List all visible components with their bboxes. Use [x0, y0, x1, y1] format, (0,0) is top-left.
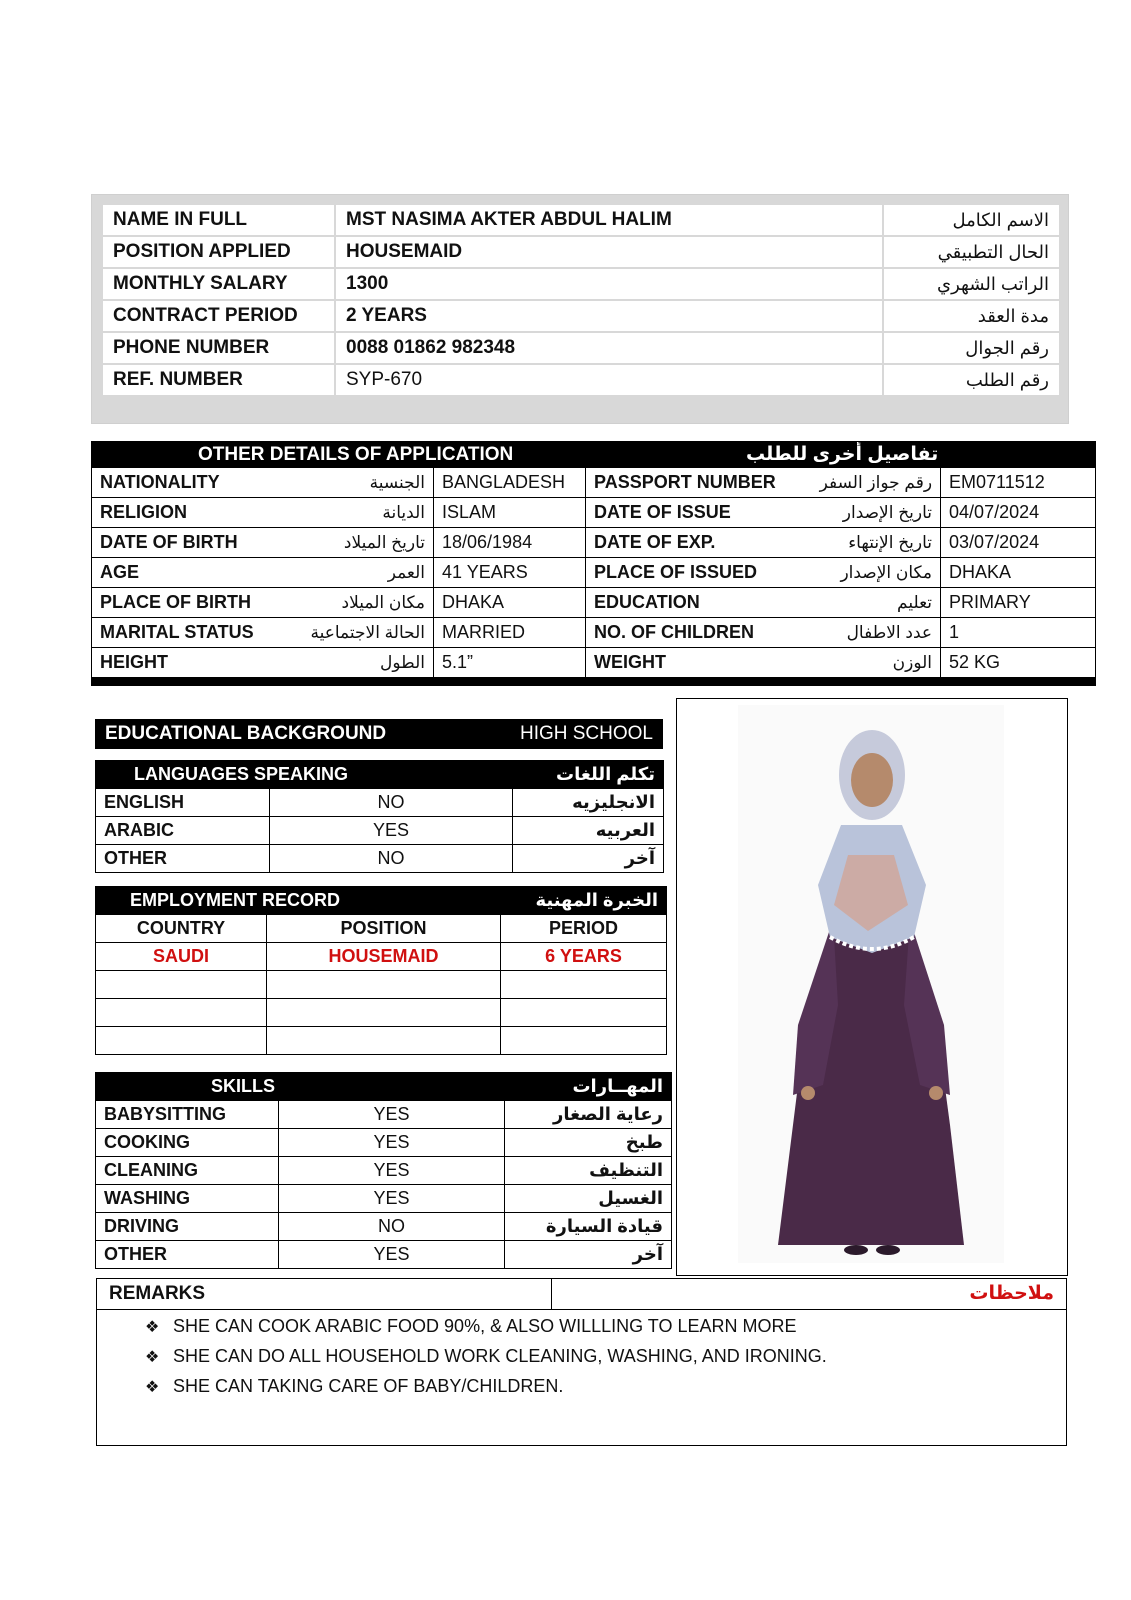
employment-period: [501, 999, 667, 1027]
detail-label-ar: مكان الميلاد: [277, 588, 434, 618]
detail-label: WEIGHT: [586, 648, 791, 678]
employment-row: [96, 1027, 667, 1055]
detail-value: DHAKA: [941, 558, 1096, 588]
language-value: YES: [270, 817, 513, 845]
language-name-ar: آخر: [513, 845, 664, 873]
summary-row-name: [102, 204, 1060, 236]
other-details-header: [92, 442, 1096, 468]
summary-label: POSITION APPLIED: [102, 236, 335, 268]
detail-label-ar: الجنسية: [277, 468, 434, 498]
skill-name: DRIVING: [96, 1213, 279, 1241]
employment-period: 6 YEARS: [501, 943, 667, 971]
language-value: NO: [270, 845, 513, 873]
skill-row: [96, 1185, 672, 1213]
bullet-icon: ❖: [145, 1319, 160, 1336]
employment-row: [96, 943, 667, 971]
detail-row: [92, 588, 1096, 618]
skill-name-ar: طبخ: [505, 1129, 672, 1157]
detail-label-ar: عدد الاطفال: [791, 618, 941, 648]
language-name-ar: الانجليزيه: [513, 789, 664, 817]
employment-country: SAUDI: [96, 943, 267, 971]
skill-name: CLEANING: [96, 1157, 279, 1185]
detail-label: HEIGHT: [92, 648, 277, 678]
skills-header: [96, 1073, 672, 1101]
other-details-table: [91, 441, 1096, 686]
summary-value: MST NASIMA AKTER ABDUL HALIM: [335, 204, 883, 236]
detail-value: 52 KG: [941, 648, 1096, 678]
summary-label: CONTRACT PERIOD: [102, 300, 335, 332]
applicant-summary-box: [91, 194, 1069, 424]
employment-row: [96, 999, 667, 1027]
detail-label-ar: الطول: [277, 648, 434, 678]
employment-column-headers: [96, 915, 667, 943]
summary-label-ar: رقم الطلب: [883, 364, 1060, 396]
detail-value: 18/06/1984: [434, 528, 586, 558]
detail-label-ar: تاريخ الميلاد: [277, 528, 434, 558]
employment-row: [96, 971, 667, 999]
detail-value: 5.1”: [434, 648, 586, 678]
column-header-period: PERIOD: [501, 915, 667, 943]
employment-position: [267, 971, 501, 999]
skill-name-ar: رعاية الصغار: [505, 1101, 672, 1129]
employment-header: [96, 887, 667, 915]
detail-label: PASSPORT NUMBER: [586, 468, 791, 498]
summary-value: 1300: [335, 268, 883, 300]
skill-value: YES: [279, 1241, 505, 1269]
skill-value: YES: [279, 1157, 505, 1185]
detail-value: BANGLADESH: [434, 468, 586, 498]
employment-title-ar: الخبرة المهنية: [501, 887, 667, 915]
employment-position: HOUSEMAID: [267, 943, 501, 971]
bullet-icon: ❖: [145, 1379, 160, 1396]
skill-value: NO: [279, 1213, 505, 1241]
detail-row: [92, 558, 1096, 588]
skills-title: SKILLS: [96, 1073, 505, 1101]
other-details-footer-bar: [92, 678, 1096, 686]
detail-label: PLACE OF ISSUED: [586, 558, 791, 588]
summary-label: PHONE NUMBER: [102, 332, 335, 364]
summary-value: HOUSEMAID: [335, 236, 883, 268]
language-row: [96, 817, 664, 845]
detail-label-ar: العمر: [277, 558, 434, 588]
summary-value: 2 YEARS: [335, 300, 883, 332]
summary-label: MONTHLY SALARY: [102, 268, 335, 300]
other-details-title: OTHER DETAILS OF APPLICATION: [92, 442, 586, 468]
employment-position: [267, 999, 501, 1027]
educational-background-bar: [95, 719, 663, 749]
languages-title: LANGUAGES SPEAKING: [96, 761, 513, 789]
employment-country: [96, 999, 267, 1027]
detail-label-ar: مكان الإصدار: [791, 558, 941, 588]
summary-label: REF. NUMBER: [102, 364, 335, 396]
language-value: NO: [270, 789, 513, 817]
detail-label-ar: الديانة: [277, 498, 434, 528]
language-name-ar: العربيه: [513, 817, 664, 845]
remarks-box: [96, 1278, 1067, 1446]
languages-table: [95, 760, 664, 873]
summary-label-ar: الاسم الكامل: [883, 204, 1060, 236]
languages-header: [96, 761, 664, 789]
language-name: ARABIC: [96, 817, 270, 845]
column-header-position: POSITION: [267, 915, 501, 943]
skill-row: [96, 1213, 672, 1241]
education-value: HIGH SCHOOL: [519, 723, 653, 744]
detail-label: PLACE OF BIRTH: [92, 588, 277, 618]
skill-name: OTHER: [96, 1241, 279, 1269]
skill-name: WASHING: [96, 1185, 279, 1213]
employment-period: [501, 971, 667, 999]
detail-value: 03/07/2024: [941, 528, 1096, 558]
remark-text: SHE CAN COOK ARABIC FOOD 90%, & ALSO WILLLING TO LEARN MORE: [173, 1316, 797, 1336]
skills-title-ar: المهــارات: [505, 1073, 672, 1101]
employment-country: [96, 971, 267, 999]
summary-row-salary: [102, 268, 1060, 300]
detail-label: NATIONALITY: [92, 468, 277, 498]
employment-title: EMPLOYMENT RECORD: [96, 887, 501, 915]
language-row: [96, 845, 664, 873]
detail-label: MARITAL STATUS: [92, 618, 277, 648]
remarks-list: [97, 1312, 1066, 1402]
applicant-photo: [738, 705, 1004, 1263]
detail-label-ar: رقم جواز السفر: [791, 468, 941, 498]
skills-table: [95, 1072, 672, 1269]
skill-row: [96, 1129, 672, 1157]
summary-row-position: [102, 236, 1060, 268]
detail-label-ar: تاريخ الإصدار: [791, 498, 941, 528]
detail-label: RELIGION: [92, 498, 277, 528]
languages-title-ar: تكلم اللغات: [513, 761, 664, 789]
skill-name-ar: آخر: [505, 1241, 672, 1269]
skill-value: YES: [279, 1101, 505, 1129]
summary-row-ref: [102, 364, 1060, 396]
remark-item: [145, 1372, 1066, 1402]
detail-row: [92, 498, 1096, 528]
skill-name: COOKING: [96, 1129, 279, 1157]
employment-country: [96, 1027, 267, 1055]
summary-label-ar: الحال التطبيقي: [883, 236, 1060, 268]
detail-value: 41 YEARS: [434, 558, 586, 588]
summary-label-ar: رقم الجوال: [883, 332, 1060, 364]
summary-label-ar: مدة العقد: [883, 300, 1060, 332]
detail-row: [92, 468, 1096, 498]
detail-label: DATE OF EXP.: [586, 528, 791, 558]
skill-name: BABYSITTING: [96, 1101, 279, 1129]
summary-label: NAME IN FULL: [102, 204, 335, 236]
detail-value: PRIMARY: [941, 588, 1096, 618]
skill-row: [96, 1241, 672, 1269]
remark-text: SHE CAN DO ALL HOUSEHOLD WORK CLEANING, WASHING, AND IRONING.: [173, 1346, 827, 1366]
remarks-title: REMARKS: [97, 1279, 552, 1309]
summary-row-phone: [102, 332, 1060, 364]
detail-label: EDUCATION: [586, 588, 791, 618]
language-row: [96, 789, 664, 817]
detail-label: AGE: [92, 558, 277, 588]
skill-row: [96, 1157, 672, 1185]
skill-value: YES: [279, 1129, 505, 1157]
other-details-title-ar: تفاصيل أخرى للطلب: [586, 442, 1096, 468]
detail-label-ar: الوزن: [791, 648, 941, 678]
summary-value: 0088 01862 982348: [335, 332, 883, 364]
remarks-header: [97, 1279, 1066, 1310]
skill-name-ar: التنظيف: [505, 1157, 672, 1185]
applicant-photo-frame: [676, 698, 1068, 1276]
detail-label-ar: تاريخ الإنتهاء: [791, 528, 941, 558]
detail-value: 1: [941, 618, 1096, 648]
detail-row: [92, 618, 1096, 648]
detail-value: ISLAM: [434, 498, 586, 528]
applicant-summary-table: [101, 203, 1061, 397]
summary-value: SYP-670: [335, 364, 883, 396]
column-header-country: COUNTRY: [96, 915, 267, 943]
summary-row-contract: [102, 300, 1060, 332]
language-name: ENGLISH: [96, 789, 270, 817]
detail-value: MARRIED: [434, 618, 586, 648]
detail-row: [92, 648, 1096, 678]
employment-period: [501, 1027, 667, 1055]
language-name: OTHER: [96, 845, 270, 873]
skill-name-ar: قيادة السيارة: [505, 1213, 672, 1241]
detail-value: 04/07/2024: [941, 498, 1096, 528]
detail-label-ar: تعليم: [791, 588, 941, 618]
skill-value: YES: [279, 1185, 505, 1213]
detail-label-ar: الحالة الاجتماعية: [277, 618, 434, 648]
remark-item: [145, 1342, 1066, 1372]
detail-label: DATE OF ISSUE: [586, 498, 791, 528]
detail-value: EM0711512: [941, 468, 1096, 498]
detail-label: DATE OF BIRTH: [92, 528, 277, 558]
remark-item: [145, 1312, 1066, 1342]
remarks-title-ar: ملاحظات: [969, 1283, 1054, 1304]
skill-row: [96, 1101, 672, 1129]
remark-text: SHE CAN TAKING CARE OF BABY/CHILDREN.: [173, 1376, 564, 1396]
employment-record-table: [95, 886, 667, 1055]
employment-position: [267, 1027, 501, 1055]
summary-label-ar: الراتب الشهري: [883, 268, 1060, 300]
skill-name-ar: الغسيل: [505, 1185, 672, 1213]
detail-row: [92, 528, 1096, 558]
education-label: EDUCATIONAL BACKGROUND: [105, 723, 387, 744]
detail-value: DHAKA: [434, 588, 586, 618]
bullet-icon: ❖: [145, 1349, 160, 1366]
detail-label: NO. OF CHILDREN: [586, 618, 791, 648]
